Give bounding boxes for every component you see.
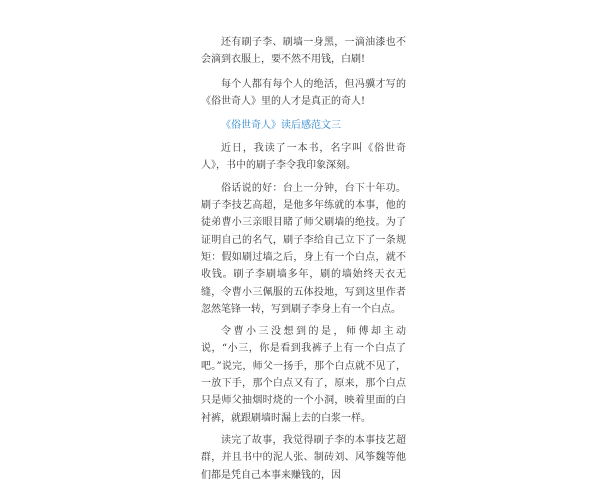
paragraph-white-dot: 令曹小三没想到的是，师傅却主动说，“小三，你是看到我裤子上有一个白点了吧。”说完，师父一扬手，那个白点就不见了，一放下手，那个白点又有了，原来，那个白点只是师父抽烟时烧的一个小洞，映着里面的白衬裤，就跟刷墙时漏上去的白浆一样。	[201, 326, 406, 424]
paragraph-proverb: 俗话说的好：台上一分钟，台下十年功。刷子李技艺高超，是他多年练就的本事，他的徒弟曹小三亲眼目睹了师父刷墙的绝技。为了证明自己的名气，刷子李给自己立下了一条规矩：假如刷过墙之后，身上有一个白点，就不收钱。刷子李刷墙多年，刷的墙始终天衣无缝，令曹小三佩服的五体投地，写到这里作者忽然笔锋一转，写到刷子李身上有一个白点。	[201, 182, 406, 315]
paragraph-recent-reading: 近日，我读了一本书，名字叫《俗世奇人》，书中的刷子李令我印象深刻。	[201, 143, 406, 172]
paragraph-conclusion: 读完了故事，我觉得刷子李的本事技艺超群，并且书中的泥人张、制砖刘、风筝魏等他们都是凭自己本事来赚钱的，因	[201, 434, 406, 481]
paragraph-brush-li-intro: 还有刷子李、刷墙一身黑，一滴油漆也不会滴到衣服上，要不然不用钱，白刷!	[201, 37, 406, 66]
section-heading: 《俗世奇人》读后感范文三	[221, 120, 341, 132]
paragraph-unique-skills: 每个人都有每个人的绝活，但冯骥才写的《俗世奇人》里的人才是真正的奇人!	[201, 78, 406, 107]
article-body	[201, 34, 406, 484]
